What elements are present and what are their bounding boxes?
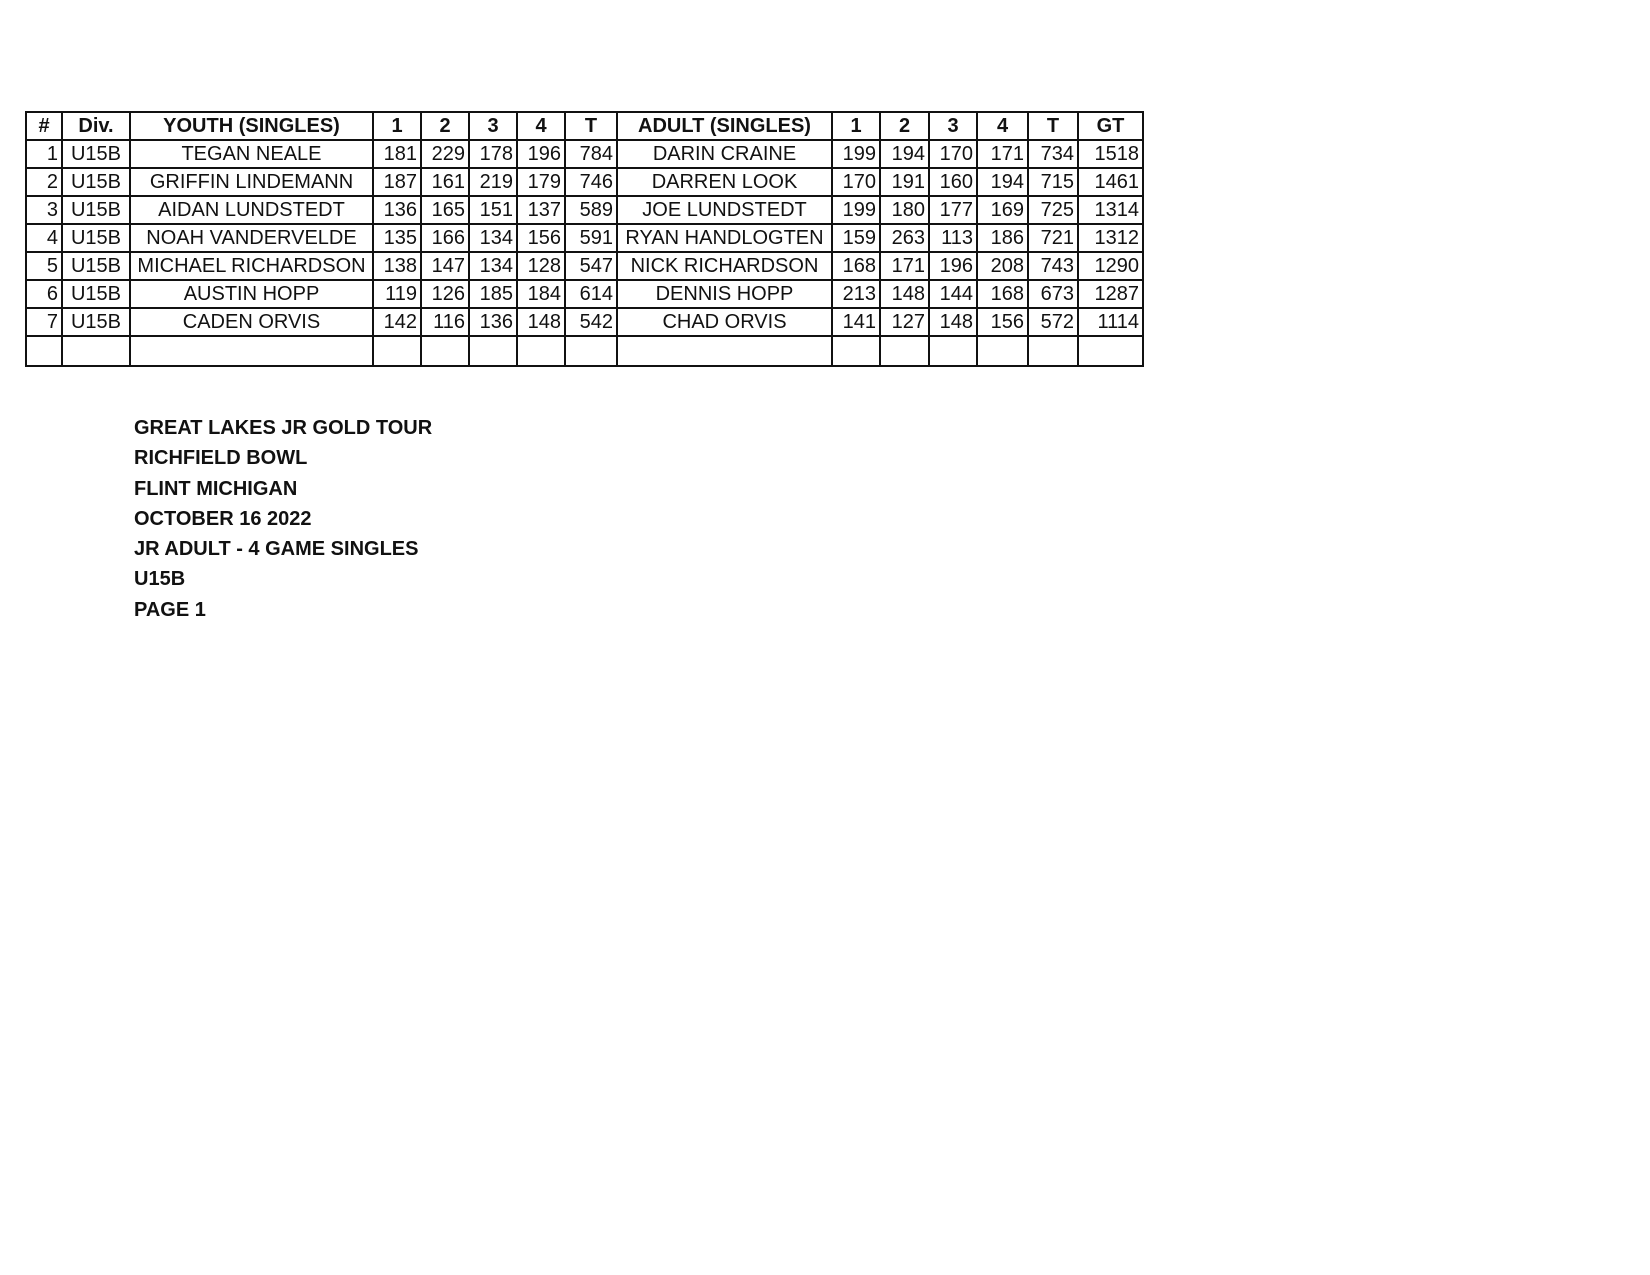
adult-game-3-cell: 177	[929, 196, 977, 224]
empty-cell	[1028, 336, 1078, 366]
youth-game-1-cell: 136	[373, 196, 421, 224]
adult-name-cell: JOE LUNDSTEDT	[617, 196, 832, 224]
adult-game-3-cell: 196	[929, 252, 977, 280]
youth-game-2-cell: 126	[421, 280, 469, 308]
grand-total-cell: 1290	[1078, 252, 1143, 280]
adult-name-cell: DENNIS HOPP	[617, 280, 832, 308]
table-header-row	[26, 112, 1143, 140]
scores-table	[25, 111, 1144, 367]
adult-game-4-cell: 194	[977, 168, 1028, 196]
adult-total-header: T	[1028, 112, 1078, 140]
youth-name-cell: CADEN ORVIS	[130, 308, 373, 336]
rank-header: #	[26, 112, 62, 140]
table-row	[26, 196, 1143, 224]
youth-game-2-cell: 166	[421, 224, 469, 252]
youth-game-1-cell: 142	[373, 308, 421, 336]
adult-game-2-cell: 263	[880, 224, 929, 252]
youth-total-cell: 542	[565, 308, 617, 336]
youth-game-3-header: 3	[469, 112, 517, 140]
youth-name-cell: AIDAN LUNDSTEDT	[130, 196, 373, 224]
division-cell: U15B	[62, 224, 130, 252]
rank-cell: 5	[26, 252, 62, 280]
division-cell: U15B	[62, 196, 130, 224]
youth-game-4-cell: 179	[517, 168, 565, 196]
adult-game-4-cell: 171	[977, 140, 1028, 168]
table-row	[26, 140, 1143, 168]
rank-cell: 2	[26, 168, 62, 196]
table-row	[26, 280, 1143, 308]
youth-game-2-cell: 165	[421, 196, 469, 224]
youth-game-3-cell: 136	[469, 308, 517, 336]
adult-game-2-cell: 148	[880, 280, 929, 308]
page-number: PAGE 1	[134, 598, 206, 621]
empty-cell	[617, 336, 832, 366]
adult-game-1-header: 1	[832, 112, 880, 140]
adult-game-3-cell: 113	[929, 224, 977, 252]
youth-total-cell: 614	[565, 280, 617, 308]
adult-game-3-header: 3	[929, 112, 977, 140]
table-row	[26, 252, 1143, 280]
youth-total-cell: 784	[565, 140, 617, 168]
adult-game-1-cell: 170	[832, 168, 880, 196]
empty-cell	[880, 336, 929, 366]
adult-singles-header: ADULT (SINGLES)	[617, 112, 832, 140]
division-header: Div.	[62, 112, 130, 140]
venue-name: RICHFIELD BOWL	[134, 447, 308, 470]
youth-game-1-header: 1	[373, 112, 421, 140]
youth-game-4-header: 4	[517, 112, 565, 140]
youth-name-cell: MICHAEL RICHARDSON	[130, 252, 373, 280]
youth-game-2-header: 2	[421, 112, 469, 140]
youth-game-2-cell: 116	[421, 308, 469, 336]
empty-cell	[62, 336, 130, 366]
empty-cell	[373, 336, 421, 366]
youth-name-cell: TEGAN NEALE	[130, 140, 373, 168]
youth-game-2-cell: 147	[421, 252, 469, 280]
adult-game-1-cell: 199	[832, 140, 880, 168]
youth-game-4-cell: 128	[517, 252, 565, 280]
youth-game-2-cell: 229	[421, 140, 469, 168]
adult-game-2-cell: 171	[880, 252, 929, 280]
youth-game-4-cell: 137	[517, 196, 565, 224]
tour-name: GREAT LAKES JR GOLD TOUR	[134, 417, 433, 439]
youth-game-3-cell: 178	[469, 140, 517, 168]
event-date: OCTOBER 16 2022	[134, 507, 312, 530]
division-cell: U15B	[62, 252, 130, 280]
empty-cell	[929, 336, 977, 366]
youth-game-4-cell: 184	[517, 280, 565, 308]
adult-game-4-cell: 168	[977, 280, 1028, 308]
grand-total-cell: 1461	[1078, 168, 1143, 196]
youth-game-3-cell: 134	[469, 252, 517, 280]
youth-game-1-cell: 135	[373, 224, 421, 252]
empty-cell	[421, 336, 469, 366]
grand-total-cell: 1314	[1078, 196, 1143, 224]
adult-game-3-cell: 170	[929, 140, 977, 168]
rank-cell: 7	[26, 308, 62, 336]
youth-game-1-cell: 138	[373, 252, 421, 280]
adult-total-cell: 743	[1028, 252, 1078, 280]
adult-game-1-cell: 159	[832, 224, 880, 252]
adult-game-2-cell: 191	[880, 168, 929, 196]
youth-total-header: T	[565, 112, 617, 140]
empty-cell	[130, 336, 373, 366]
empty-cell	[517, 336, 565, 366]
empty-cell	[26, 336, 62, 366]
youth-game-3-cell: 219	[469, 168, 517, 196]
adult-name-cell: DARIN CRAINE	[617, 140, 832, 168]
location: FLINT MICHIGAN	[134, 477, 298, 500]
grand-total-cell: 1518	[1078, 140, 1143, 168]
rank-cell: 1	[26, 140, 62, 168]
table-row	[26, 168, 1143, 196]
rank-cell: 6	[26, 280, 62, 308]
adult-total-cell: 734	[1028, 140, 1078, 168]
empty-cell	[832, 336, 880, 366]
youth-name-cell: NOAH VANDERVELDE	[130, 224, 373, 252]
adult-name-cell: RYAN HANDLOGTEN	[617, 224, 832, 252]
adult-game-4-cell: 208	[977, 252, 1028, 280]
adult-game-1-cell: 141	[832, 308, 880, 336]
empty-cell	[977, 336, 1028, 366]
grand-total-header: GT	[1078, 112, 1143, 140]
adult-total-cell: 721	[1028, 224, 1078, 252]
youth-game-1-cell: 181	[373, 140, 421, 168]
table-row	[26, 308, 1143, 336]
adult-game-2-cell: 180	[880, 196, 929, 224]
youth-game-1-cell: 119	[373, 280, 421, 308]
youth-game-2-cell: 161	[421, 168, 469, 196]
division-cell: U15B	[62, 140, 130, 168]
youth-game-3-cell: 185	[469, 280, 517, 308]
adult-total-cell: 673	[1028, 280, 1078, 308]
adult-name-cell: NICK RICHARDSON	[617, 252, 832, 280]
youth-name-cell: GRIFFIN LINDEMANN	[130, 168, 373, 196]
adult-game-3-cell: 160	[929, 168, 977, 196]
adult-game-1-cell: 213	[832, 280, 880, 308]
adult-name-cell: CHAD ORVIS	[617, 308, 832, 336]
grand-total-cell: 1114	[1078, 308, 1143, 336]
youth-total-cell: 547	[565, 252, 617, 280]
adult-total-cell: 715	[1028, 168, 1078, 196]
division-cell: U15B	[62, 308, 130, 336]
youth-singles-header: YOUTH (SINGLES)	[130, 112, 373, 140]
adult-game-2-cell: 194	[880, 140, 929, 168]
youth-total-cell: 591	[565, 224, 617, 252]
adult-game-4-header: 4	[977, 112, 1028, 140]
empty-cell	[1078, 336, 1143, 366]
empty-table-row	[26, 336, 1143, 366]
event-type: JR ADULT - 4 GAME SINGLES	[134, 538, 419, 561]
adult-total-cell: 725	[1028, 196, 1078, 224]
youth-name-cell: AUSTIN HOPP	[130, 280, 373, 308]
empty-cell	[469, 336, 517, 366]
youth-game-4-cell: 156	[517, 224, 565, 252]
division-cell: U15B	[62, 280, 130, 308]
rank-cell: 3	[26, 196, 62, 224]
adult-game-1-cell: 168	[832, 252, 880, 280]
adult-game-2-header: 2	[880, 112, 929, 140]
adult-game-4-cell: 156	[977, 308, 1028, 336]
youth-total-cell: 746	[565, 168, 617, 196]
youth-game-4-cell: 196	[517, 140, 565, 168]
division-label: U15B	[134, 568, 186, 591]
adult-total-cell: 572	[1028, 308, 1078, 336]
adult-game-3-cell: 148	[929, 308, 977, 336]
youth-game-3-cell: 151	[469, 196, 517, 224]
adult-game-4-cell: 186	[977, 224, 1028, 252]
event-info	[134, 413, 432, 625]
youth-game-3-cell: 134	[469, 224, 517, 252]
adult-game-3-cell: 144	[929, 280, 977, 308]
youth-game-4-cell: 148	[517, 308, 565, 336]
youth-game-1-cell: 187	[373, 168, 421, 196]
grand-total-cell: 1287	[1078, 280, 1143, 308]
division-cell: U15B	[62, 168, 130, 196]
adult-game-1-cell: 199	[832, 196, 880, 224]
empty-cell	[565, 336, 617, 366]
adult-game-4-cell: 169	[977, 196, 1028, 224]
adult-name-cell: DARREN LOOK	[617, 168, 832, 196]
grand-total-cell: 1312	[1078, 224, 1143, 252]
table-row	[26, 224, 1143, 252]
rank-cell: 4	[26, 224, 62, 252]
adult-game-2-cell: 127	[880, 308, 929, 336]
youth-total-cell: 589	[565, 196, 617, 224]
